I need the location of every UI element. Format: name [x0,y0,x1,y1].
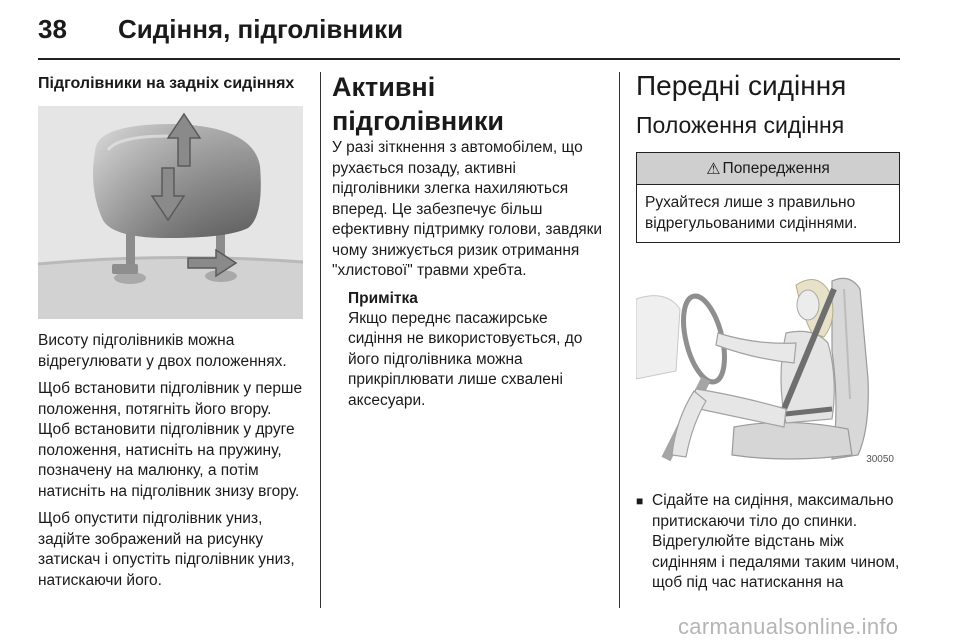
bullet-square-icon: ■ [636,494,644,508]
bullet-text: Сідайте на сидіння, максимально притискаючи тіло до спинки. Відрегулюйте відстань між сидінням і педалями таким чином, щоб під час натискання на [652,492,900,591]
paragraph-active-headrests: У разі зіткнення з автомобілем, що рухається позаду, активні підголівники злегка нахиляються вперед. Це забезпечує більш ефективну підтримку голови, завдяки чому знижується ризик отримання "хлистової" травми хребта. [332,139,603,279]
header-rule [38,58,900,60]
column-active-headrests [332,64,604,418]
section-heading-rear-headrests: Підголівники на задніх сидіннях [38,75,295,92]
subsection-heading-seat-position: Положення сидіння [636,112,845,138]
headrest-icon [93,124,261,238]
paragraph-height-adjust: Висоту підголівників можна відрегулювати у двох положеннях. [38,332,287,370]
figure-code: 30050 [866,454,894,465]
page-title: Сидіння, підголівники [118,14,404,44]
section-heading-front-seats: Передні сидіння [636,70,847,101]
page-header [38,14,403,48]
driver-seat-illustration [636,259,900,471]
paragraph-lower-headrest: Щоб опустити підголівник униз, задійте зображений на рисунку затискач і опустіть підголівник униз, натискаючи його. [38,510,295,589]
watermark: carmanualsonline.info [678,614,899,639]
page-number: 38 [38,14,67,44]
paragraph-raise-headrest: Щоб встановити підголівник у перше положення, потягніть його вгору. Щоб встановити підголівник у друге положення, натисніть на пружину, позначену на малюнку, а потім натисніть на підголівник знизу вгору. [38,380,303,500]
headrest-illustration [38,106,303,319]
warning-box [636,152,900,243]
warning-text: Рухайтеся лише з правильно відрегульованими сидіннями. [645,194,858,232]
note-block [332,289,604,412]
note-title: Примітка [348,289,418,307]
note-text: Якщо переднє пасажирське сидіння не використовується, до його підголівника можна прикріплювати лише схвалені аксесуари. [348,309,583,409]
column-divider-left [320,72,321,608]
section-heading-active-headrests: Активні підголівники [332,72,504,136]
column-front-seats [636,64,904,594]
column-divider-right [619,72,620,608]
warning-title: Попередження [722,159,830,177]
warning-triangle-icon: ⚠ [706,160,721,178]
headrest-figure [38,106,303,319]
driver-seat-figure [636,259,900,471]
column-rear-headrests [38,64,304,598]
list-item [636,491,904,594]
warning-header [637,153,899,185]
